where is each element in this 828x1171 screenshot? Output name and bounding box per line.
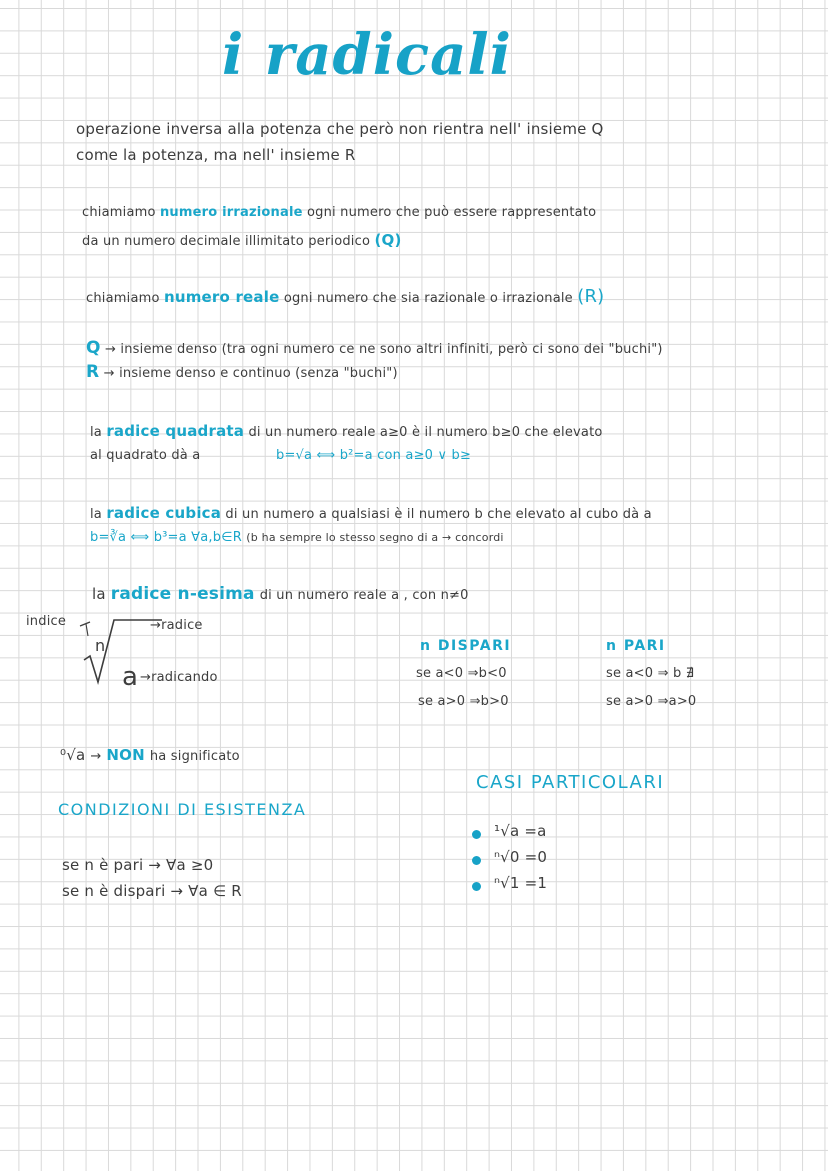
- cubica-rest: di un numero a qualsiasi è il numero b che elevato al cubo dà a: [225, 507, 652, 522]
- irrazionale-term: numero irrazionale: [159, 205, 303, 220]
- pari-rule-2: se a>0 ⇒a>0: [606, 694, 697, 709]
- pari-heading: n PARI: [606, 638, 666, 654]
- bullet-dot: [472, 882, 481, 891]
- reale-rest: ogni numero che sia razionale o irrazionale: [283, 291, 573, 306]
- nesima-prefix: la: [92, 585, 106, 603]
- quadrata-definition: [90, 422, 603, 440]
- dispari-rule-1: se a<0 ⇒b<0: [416, 666, 507, 681]
- irrazionale-definition: [82, 205, 596, 220]
- irrazionale-line-2: [82, 231, 402, 249]
- reale-definition: [86, 286, 604, 307]
- caso-item-3: ⁿ√1 =1: [494, 874, 548, 892]
- r-symbol: R: [86, 362, 100, 382]
- quadrata-rest: di un numero reale a≥0 è il numero b≥0 che elevato: [248, 425, 603, 440]
- dispari-rule-2: se a>0 ⇒b>0: [418, 694, 509, 709]
- zero-index-note: [60, 746, 240, 764]
- quadrata-formula: b=√a ⟺ b²=a con a≥0 ∨ b≥: [276, 448, 472, 463]
- zero-index-non: NON: [106, 746, 145, 764]
- reale-prefix: chiamiamo: [86, 291, 160, 306]
- zero-index-arrow: →: [90, 749, 102, 764]
- indice-label: indice: [26, 614, 67, 629]
- zero-index-rest: ha significato: [149, 749, 240, 764]
- casi-heading: CASI PARTICOLARI: [476, 772, 665, 793]
- bullet-dot: [472, 830, 481, 839]
- condizioni-line-1: se n è pari → ∀a ≥0: [62, 856, 214, 874]
- caso-item-1: ¹√a =a: [494, 822, 547, 840]
- index-n: n: [95, 636, 106, 655]
- radicando-label: →radicando: [140, 670, 218, 685]
- pari-rule-1: se a<0 ⇒ b ∄: [606, 666, 695, 681]
- zero-index-expr: ⁰√a: [60, 746, 86, 764]
- cubica-definition: [90, 504, 652, 522]
- page-title: i radicali: [222, 22, 512, 88]
- irrazionale-rest: ogni numero che può essere rappresentato: [306, 205, 597, 220]
- irrazionale-symbol: (Q): [374, 231, 402, 249]
- nesima-rest: di un numero reale a , con n≠0: [259, 588, 469, 603]
- r-text: → insieme denso e continuo (senza "buchi"): [103, 366, 398, 381]
- intro-line-1: operazione inversa alla potenza che però non rientra nell' insieme Q: [76, 120, 604, 138]
- cubica-line-2: [90, 530, 504, 545]
- reale-symbol: (R): [577, 286, 605, 307]
- irrazionale-line2-text: da un numero decimale illimitato periodico: [82, 234, 371, 249]
- cubica-formula: b=∛a ⟺ b³=a ∀a,b∈R: [90, 530, 242, 545]
- caso-item-2: ⁿ√0 =0: [494, 848, 548, 866]
- quadrata-prefix: la: [90, 425, 102, 440]
- insieme-q-line: [86, 338, 663, 358]
- radicand-a: a: [122, 662, 139, 692]
- dispari-heading: n DISPARI: [420, 638, 512, 654]
- nesima-term: radice n-esima: [110, 584, 255, 604]
- reale-term: numero reale: [163, 288, 280, 306]
- radice-label: →radice: [150, 618, 203, 633]
- cubica-prefix: la: [90, 507, 102, 522]
- q-text: → insieme denso (tra ogni numero ce ne sono altri infiniti, però ci sono dei "buchi"): [105, 342, 663, 357]
- bullet-dot: [472, 856, 481, 865]
- nesima-definition: [92, 584, 469, 604]
- cubica-term: radice cubica: [106, 504, 222, 522]
- quadrata-term: radice quadrata: [106, 422, 245, 440]
- condizioni-heading: CONDIZIONI DI ESISTENZA: [58, 800, 307, 819]
- insieme-r-line: [86, 362, 398, 382]
- irrazionale-prefix: chiamiamo: [82, 205, 156, 220]
- quadrata-line-2: al quadrato dà a: [90, 448, 201, 463]
- condizioni-line-2: se n è dispari → ∀a ∈ R: [62, 882, 242, 900]
- cubica-note: (b ha sempre lo stesso segno di a → concordi: [246, 531, 504, 544]
- intro-line-2: come la potenza, ma nell' insieme R: [76, 146, 356, 164]
- q-symbol: Q: [86, 338, 101, 358]
